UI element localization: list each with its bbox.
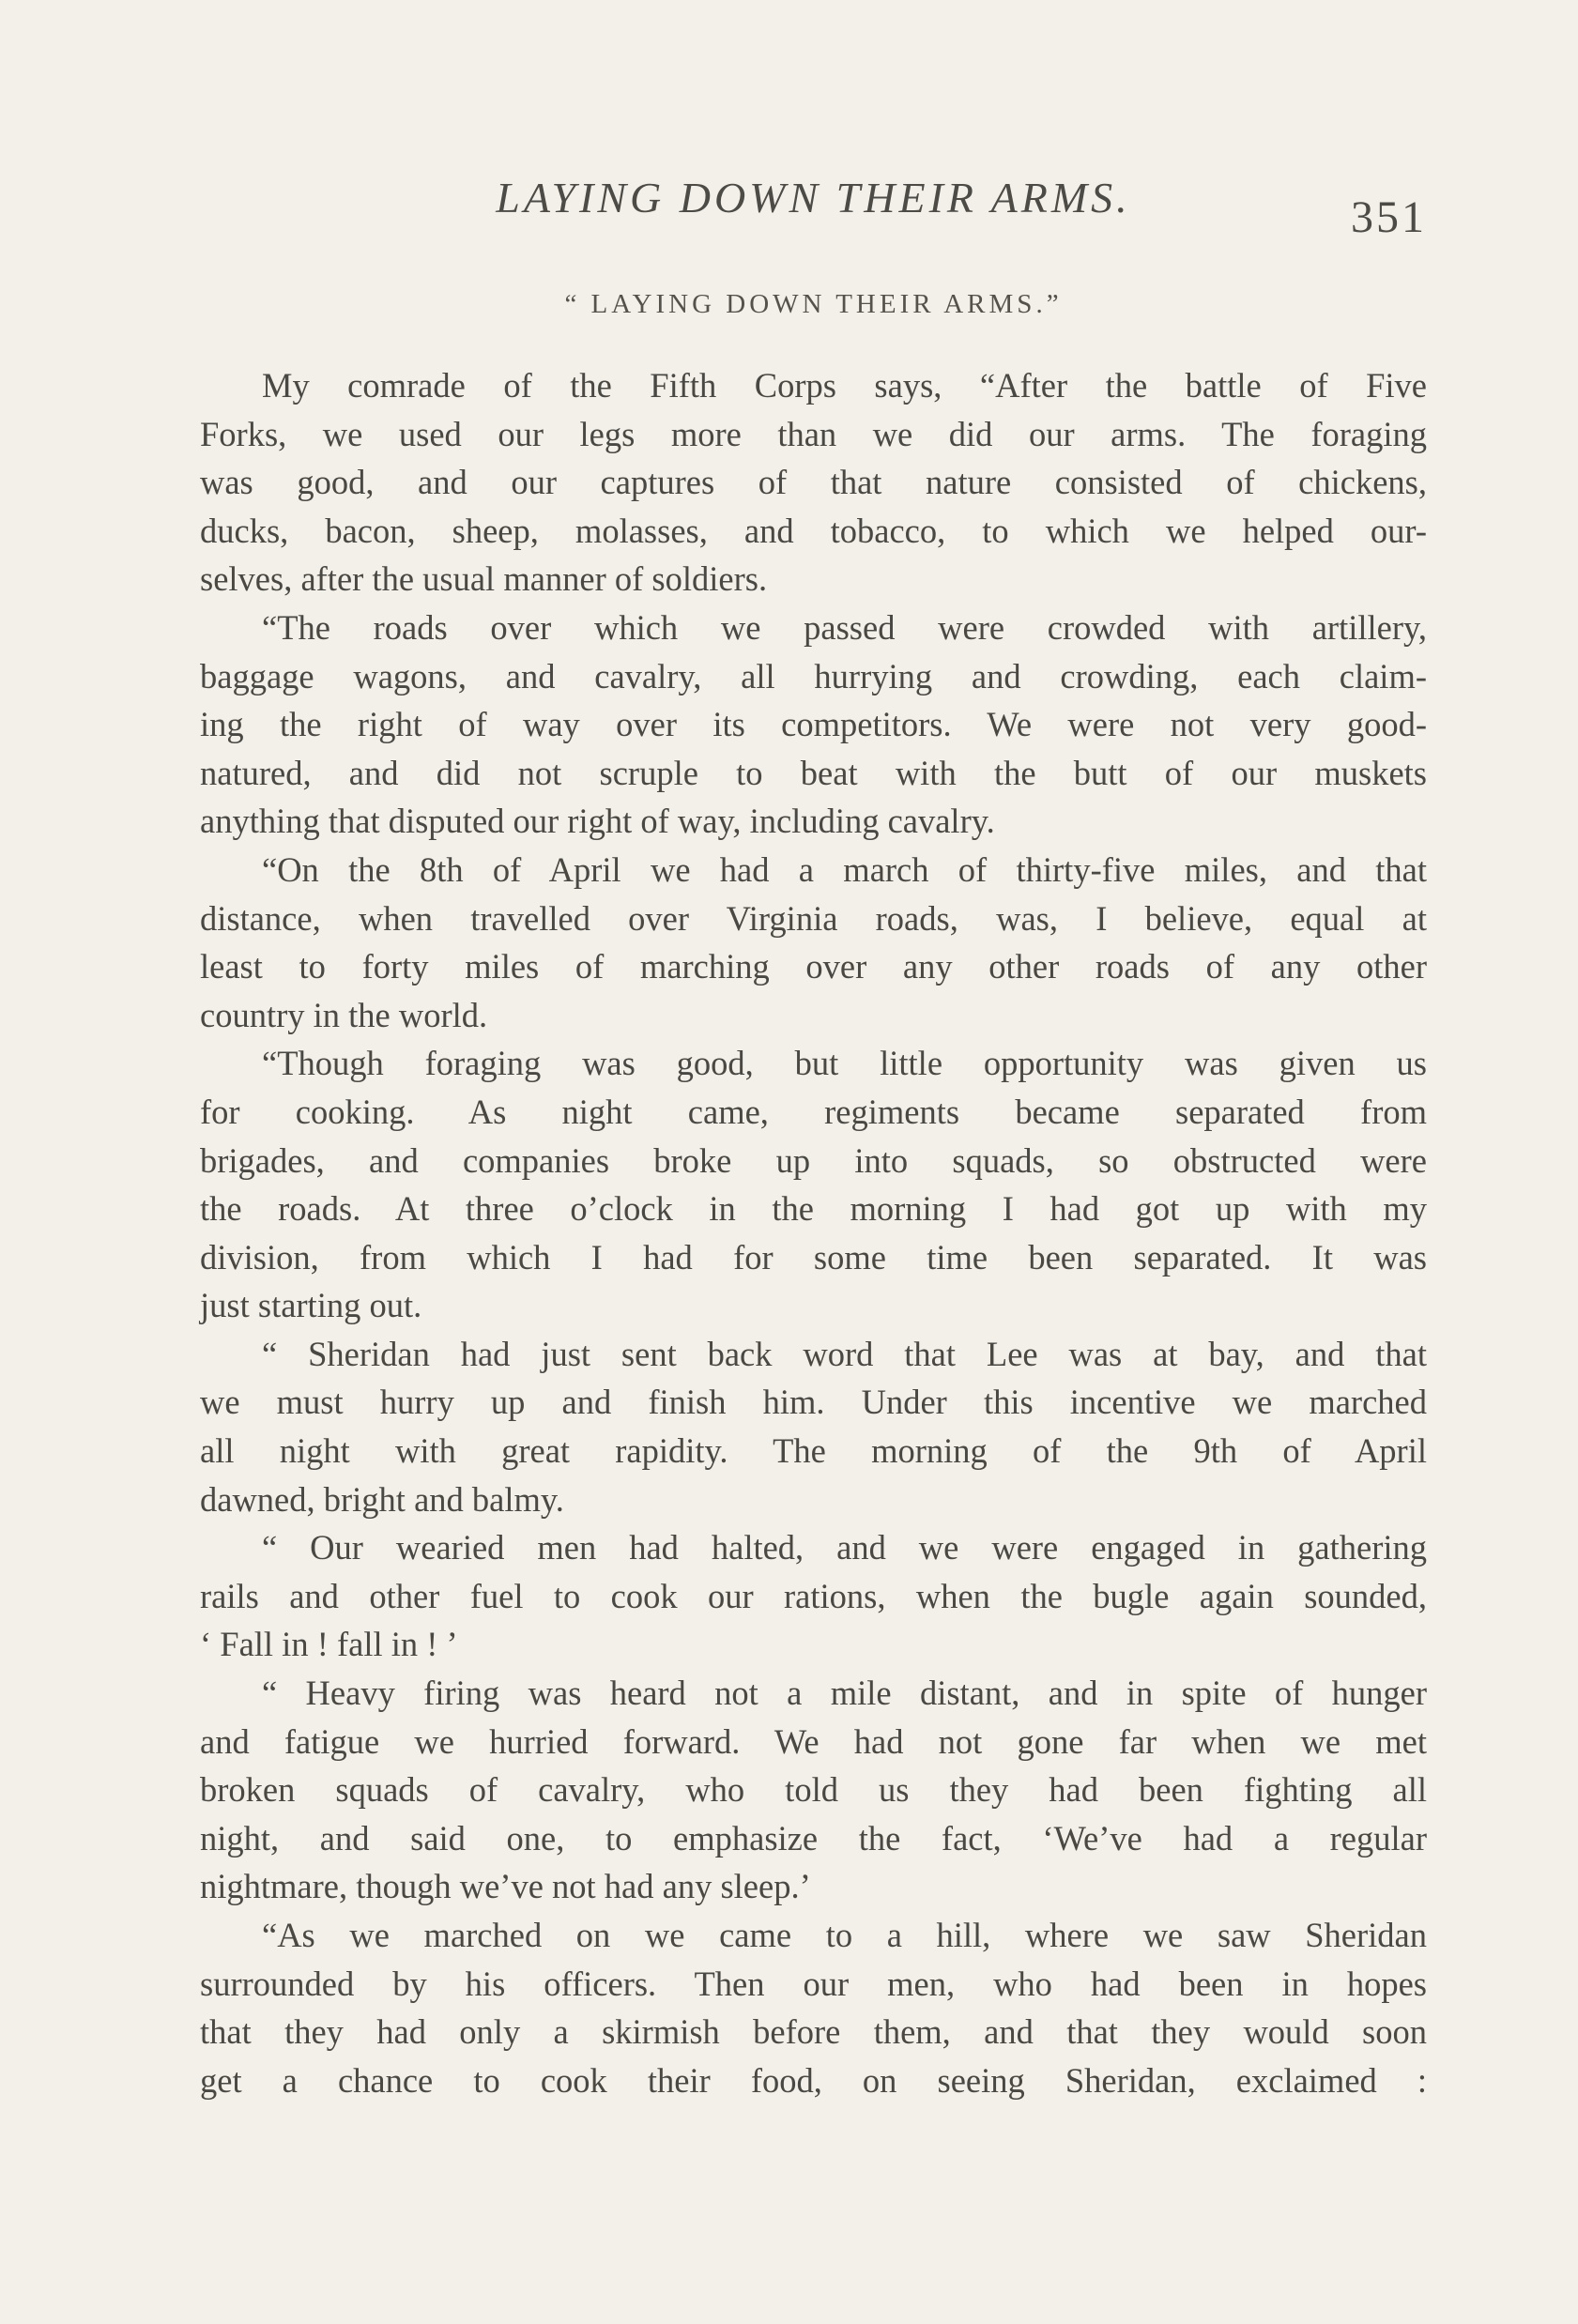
text-line: “ Sheridan had just sent back word that Lee was at bay, and that <box>262 1334 1427 1373</box>
text-line: ‘ Fall in ! fall in ! ’ <box>200 1625 458 1664</box>
text-line: ing the right of way over its competitors. We were not very good- <box>200 705 1427 744</box>
text-line: My comrade of the Fifth Corps says, “After the battle of Five <box>262 366 1427 405</box>
text-line: country in the world. <box>200 995 488 1034</box>
text-line: selves, after the usual manner of soldiers. <box>200 559 768 599</box>
text-line: natured, and did not scruple to beat with the butt of our muskets <box>200 753 1427 792</box>
text-line: and fatigue we hurried forward. We had not gone far when we met <box>200 1721 1427 1761</box>
text-line: we must hurry up and finish him. Under this incentive we marched <box>200 1383 1427 1422</box>
text-line: get a chance to cook their food, on seeing Sheridan, exclaimed : <box>200 2060 1427 2100</box>
text-line: baggage wagons, and cavalry, all hurrying and crowding, each claim- <box>200 656 1427 696</box>
text-line: brigades, and companies broke up into squads, so obstructed were <box>200 1140 1427 1180</box>
text-line: “The roads over which we passed were crowded with artillery, <box>262 607 1427 647</box>
text-line: for cooking. As night came, regiments became separated from <box>200 1092 1427 1131</box>
text-line: night, and said one, to emphasize the fact, ‘We’ve had a regular <box>200 1818 1427 1858</box>
text-line: the roads. At three o’clock in the morning I had got up with my <box>200 1189 1427 1229</box>
text-line: surrounded by his officers. Then our men, who had been in hopes <box>200 1964 1427 2003</box>
text-line: distance, when travelled over Virginia roads, was, I believe, equal at <box>200 898 1427 938</box>
text-line: division, from which I had for some time been separated. It was <box>200 1237 1427 1277</box>
body-text <box>200 361 1427 2104</box>
text-line: anything that disputed our right of way, including cavalry. <box>200 802 995 841</box>
text-line: “ Heavy firing was heard not a mile distant, and in spite of hunger <box>262 1674 1427 1713</box>
text-line: broken squads of cavalry, who told us they had been fighting all <box>200 1770 1427 1810</box>
page-number: 351 <box>1351 192 1427 242</box>
text-line: “On the 8th of April we had a march of thirty-five miles, and that <box>262 849 1427 889</box>
text-line: dawned, bright and balmy. <box>200 1479 564 1519</box>
text-line: “As we marched on we came to a hill, where we saw Sheridan <box>262 1916 1427 1954</box>
text-line: ducks, bacon, sheep, molasses, and tobacco, to which we helped our- <box>200 511 1427 550</box>
text-line: was good, and our captures of that nature consisted of chickens, <box>200 463 1427 502</box>
section-heading: “ LAYING DOWN THEIR ARMS.” <box>564 289 1063 319</box>
text-line: that they had only a skirmish before them, and that they would soon <box>200 2012 1427 2052</box>
text-line: Forks, we used our legs more than we did our arms. The foraging <box>200 414 1427 453</box>
text-line: all night with great rapidity. The morning of the 9th of April <box>200 1431 1427 1471</box>
running-title: LAYING DOWN THEIR ARMS. <box>496 174 1131 222</box>
text-line: rails and other fuel to cook our rations, when the bugle again sounded, <box>200 1576 1427 1615</box>
text-line: least to forty miles of marching over any other roads of any other <box>200 947 1427 986</box>
text-line: nightmare, though we’ve not had any sleep.’ <box>200 1867 811 1906</box>
running-head <box>200 169 1427 244</box>
text-line: “Though foraging was good, but little opportunity was given us <box>262 1044 1427 1083</box>
text-line: just starting out. <box>200 1286 422 1325</box>
text-line: “ Our wearied men had halted, and we were engaged in gathering <box>262 1528 1427 1567</box>
